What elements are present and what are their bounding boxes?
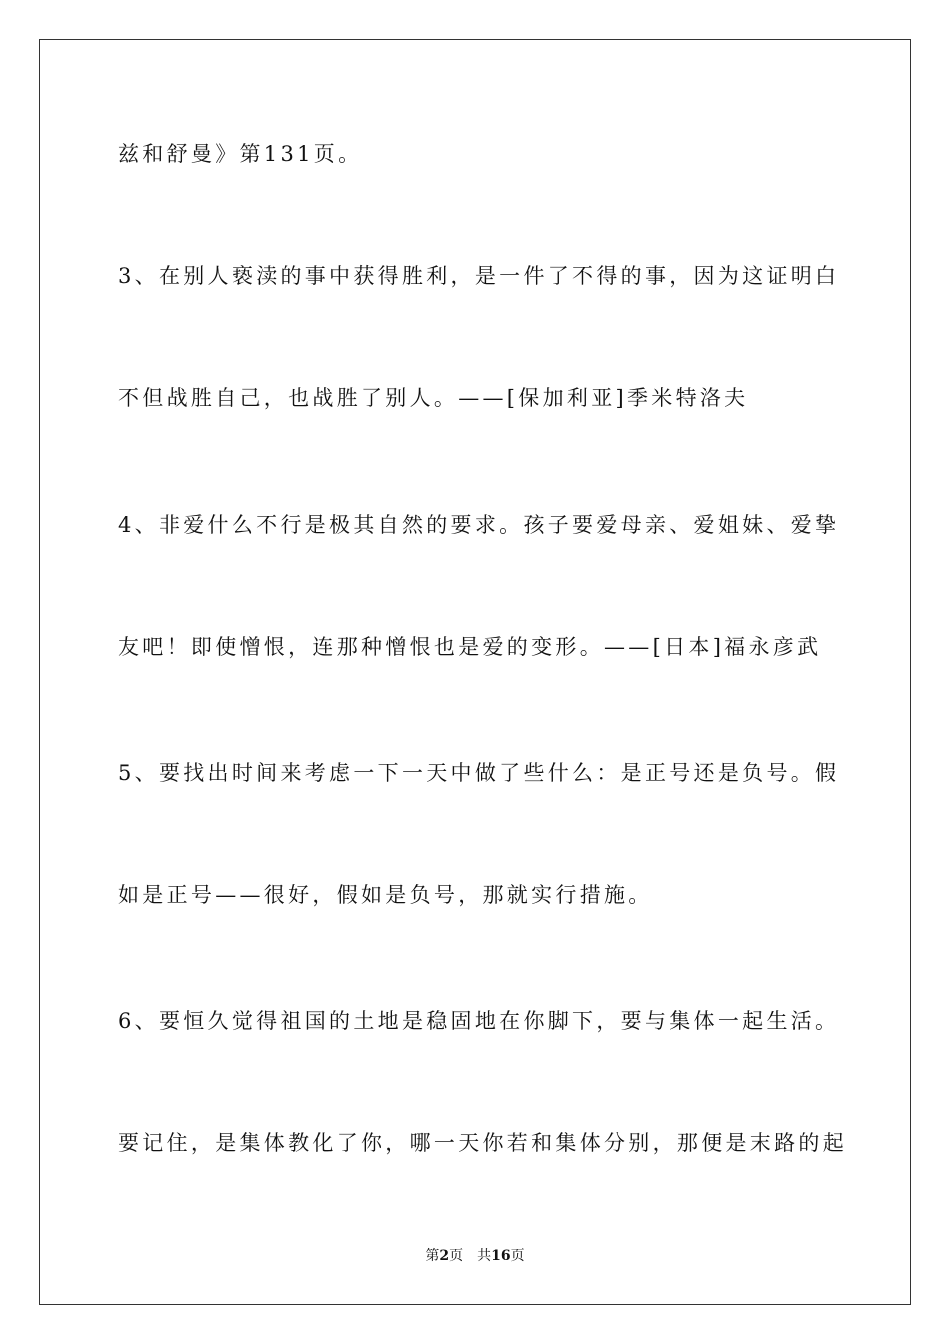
footer-total-pages: 16 — [491, 1248, 511, 1264]
text-line-7: 如是正号——很好，假如是负号，那就实行措施。 — [118, 883, 653, 907]
text-line-4: 4、非爱什么不行是极其自然的要求。孩子要爱母亲、爱姐妹、爱挚 — [118, 513, 840, 537]
page-footer — [0, 1246, 950, 1266]
footer-page-number: 2 — [439, 1248, 450, 1264]
footer-total-suffix: 页 — [510, 1248, 525, 1264]
text-line-6: 5、要找出时间来考虑一下一天中做了些什么：是正号还是负号。假 — [118, 761, 840, 785]
page-border — [39, 39, 911, 1305]
text-line-1: 兹和舒曼》第131页。 — [118, 142, 363, 166]
footer-total-prefix: 共 — [477, 1248, 492, 1264]
text-line-2: 3、在别人亵渎的事中获得胜利，是一件了不得的事，因为这证明白 — [118, 264, 840, 288]
text-line-8: 6、要恒久觉得祖国的土地是稳固地在你脚下，要与集体一起生活。 — [118, 1009, 840, 1033]
footer-page-suffix: 页 — [449, 1248, 464, 1264]
footer-page-prefix: 第 — [425, 1248, 440, 1264]
text-line-9: 要记住，是集体教化了你，哪一天你若和集体分别，那便是末路的起 — [118, 1131, 847, 1155]
text-line-3: 不但战胜自己，也战胜了别人。——[保加利亚]季米特洛夫 — [118, 386, 749, 410]
text-line-5: 友吧！即使憎恨，连那种憎恨也是爱的变形。——[日本]福永彦武 — [118, 635, 822, 659]
